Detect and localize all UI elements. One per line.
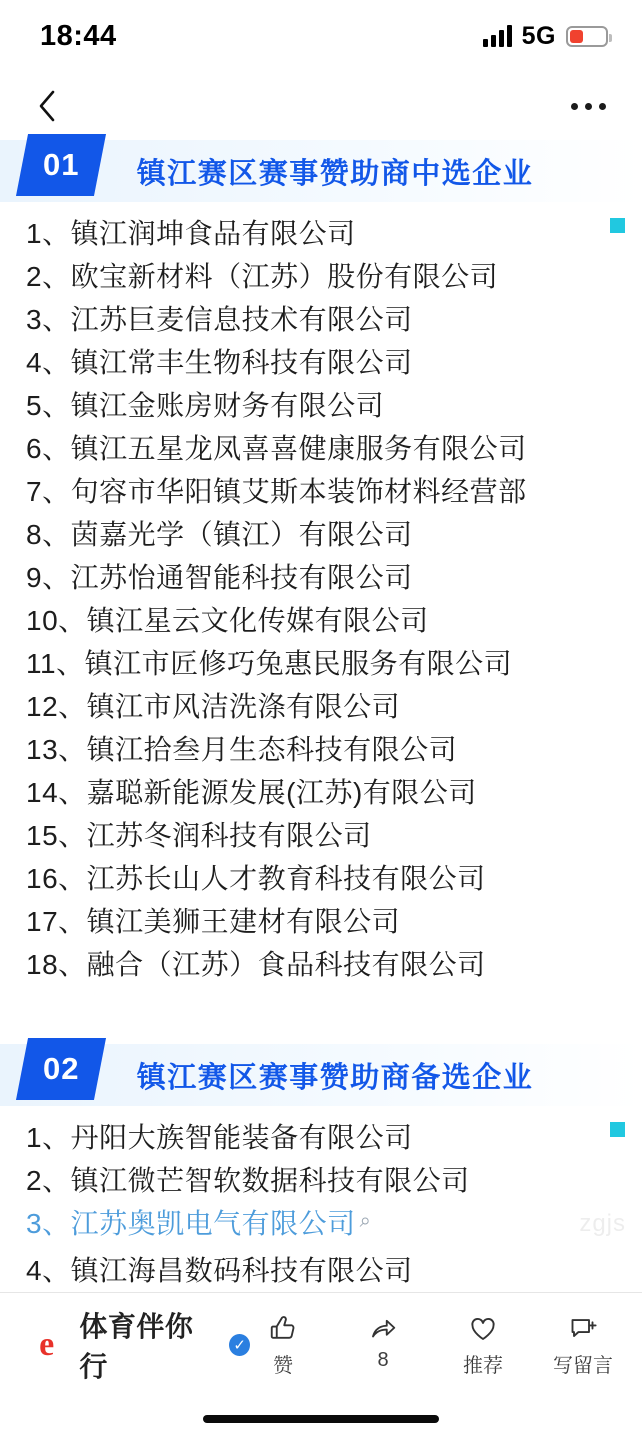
verified-badge-icon: ✓ — [229, 1334, 250, 1356]
decor-square-icon — [610, 218, 625, 233]
heart-icon — [468, 1312, 498, 1346]
more-options-icon[interactable] — [571, 103, 606, 110]
comment-button[interactable] — [550, 1312, 616, 1378]
list-item: 8、茵嘉光学（镇江）有限公司 — [26, 519, 413, 550]
decor-square-icon — [610, 1122, 625, 1137]
home-indicator-area — [0, 1396, 642, 1442]
list-item: 13、镇江拾叁月生态科技有限公司 — [26, 734, 458, 765]
like-button[interactable] — [250, 1312, 316, 1378]
status-bar — [0, 0, 642, 72]
list-item: 14、嘉聪新能源发展(江苏)有限公司 — [26, 777, 477, 808]
thumbs-up-icon — [268, 1312, 298, 1346]
company-list-selected — [0, 202, 642, 986]
section-title: 镇江赛区赛事赞助商备选企业 — [136, 1061, 534, 1094]
list-item: 1、镇江润坤食品有限公司 — [26, 218, 356, 249]
network-type-label: 5G — [521, 21, 556, 50]
bottom-action-bar — [0, 1292, 642, 1396]
share-button[interactable] — [350, 1312, 416, 1372]
section-spacer — [0, 986, 642, 1044]
section-number-badge — [16, 134, 106, 196]
list-item: 11、镇江市匠修巧兔惠民服务有限公司 — [26, 648, 513, 679]
watermark-text: zgjs — [579, 1210, 626, 1237]
section-number-text: 02 — [42, 1051, 80, 1086]
recommend-button[interactable] — [450, 1312, 516, 1378]
search-icon[interactable]: ⌕ — [359, 1210, 372, 1232]
section-header-01 — [0, 140, 642, 202]
comment-icon — [568, 1312, 598, 1346]
list-item: 6、镇江五星龙凤喜喜健康服务有限公司 — [26, 433, 527, 464]
share-count: 8 — [377, 1348, 389, 1371]
list-item-highlighted[interactable] — [26, 1202, 642, 1249]
like-label: 赞 — [273, 1354, 293, 1377]
back-chevron-icon[interactable] — [30, 89, 64, 123]
list-item: 1、丹阳大族智能装备有限公司 — [26, 1122, 413, 1153]
account-logo-icon: e — [39, 1325, 55, 1363]
share-icon — [368, 1312, 398, 1346]
status-time: 18:44 — [40, 19, 117, 52]
list-item: 2、欧宝新材料（江苏）股份有限公司 — [26, 261, 499, 292]
article-content — [0, 140, 642, 1292]
list-item: 2、镇江微芒智软数据科技有限公司 — [26, 1165, 470, 1196]
home-indicator[interactable] — [203, 1415, 439, 1423]
account-name: 体育伴你行 — [79, 1310, 194, 1382]
list-item: 18、融合（江苏）食品科技有限公司 — [26, 949, 486, 980]
list-item: 5、镇江金账房财务有限公司 — [26, 390, 385, 421]
list-item: 4、镇江海昌数码科技有限公司 — [26, 1255, 413, 1286]
list-item-label: 3、江苏奥凯电气有限公司 — [26, 1208, 356, 1239]
battery-icon — [566, 26, 608, 47]
comment-label: 写留言 — [553, 1354, 613, 1377]
section-number-text: 01 — [42, 147, 80, 182]
company-list-backup — [0, 1106, 642, 1292]
account-entry[interactable] — [26, 1305, 250, 1385]
list-item: 7、句容市华阳镇艾斯本装饰材料经营部 — [26, 476, 527, 507]
action-buttons — [250, 1312, 616, 1378]
list-item: 10、镇江星云文化传媒有限公司 — [26, 605, 429, 636]
section-title: 镇江赛区赛事赞助商中选企业 — [136, 157, 534, 190]
section-number-badge — [16, 1038, 106, 1100]
list-item: 9、江苏怡通智能科技有限公司 — [26, 562, 413, 593]
list-item: 15、江苏冬润科技有限公司 — [26, 820, 372, 851]
list-item: 12、镇江市风洁洗涤有限公司 — [26, 691, 401, 722]
nav-bar — [0, 72, 642, 140]
list-item: 3、江苏巨麦信息技术有限公司 — [26, 304, 413, 335]
status-indicators — [483, 22, 608, 51]
list-item: 17、镇江美狮王建材有限公司 — [26, 906, 401, 937]
section-header-02 — [0, 1044, 642, 1106]
list-item: 16、江苏长山人才教育科技有限公司 — [26, 863, 486, 894]
recommend-label: 推荐 — [463, 1354, 503, 1377]
signal-bars-icon — [483, 25, 512, 47]
list-item: 4、镇江常丰生物科技有限公司 — [26, 347, 413, 378]
